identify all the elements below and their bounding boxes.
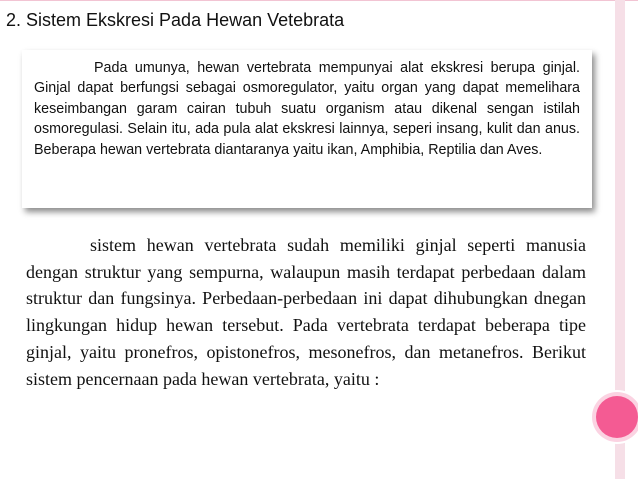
intro-text: Pada umunya, hewan vertebrata mempunyai alat ekskresi berupa ginjal. Ginjal dapat berfungsi sebagai osmoregulator, yaitu organ yang dapat memelihara keseimbangan garam cairan tubuh suatu organism atau dikenal sengan istilah osmoregulasi. Selain itu, ada pula alat ekskresi lainnya, seperi insang, kulit dan anus. Beberapa hewan vertebrata diantaranya yaitu ikan, Amphibia, Reptilia dan Aves. xyxy=(34,60,580,158)
decorative-circle xyxy=(596,396,638,438)
intro-text-box xyxy=(22,50,592,208)
main-paragraph: sistem hewan vertebrata sudah memiliki ginjal seperti manusia dengan struktur yang sempurna, walaupun masih terdapat perbedaan dalam struktur dan fungsinya. Perbedaan-perbedaan ini dapat dihubungkan dnegan lingkungan hidup hewan tersebut. Pada vertebrata terdapat beberapa tipe ginjal, yaitu pronefros, opistonefros, mesonefros, dan metanefros. Berikut sistem pencernaan pada hewan vertebrata, yaitu : xyxy=(26,235,586,389)
slide-heading: 2. Sistem Ekskresi Pada Hewan Vetebrata xyxy=(6,10,345,30)
slide-top-border xyxy=(0,0,638,1)
